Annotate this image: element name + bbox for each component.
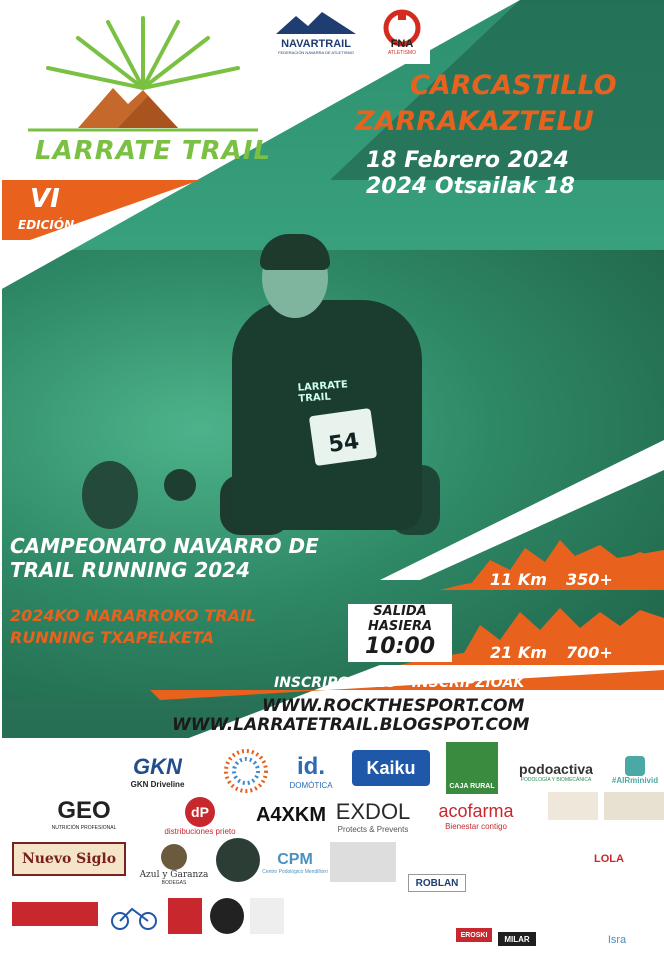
- roblan-logo: ROBLAN: [408, 874, 466, 892]
- isra-logo: Isra: [607, 934, 627, 946]
- event-name: LARRATE TRAIL: [35, 136, 272, 166]
- sponsor-card: [330, 842, 396, 882]
- bicycle-icon: [110, 901, 158, 931]
- gkn-label: GKN: [133, 753, 182, 779]
- dp-logo: [150, 794, 250, 838]
- sponsor-badge: [250, 898, 284, 934]
- fna-logo: [374, 8, 430, 64]
- exdol-sublabel: Protects & Prevents: [337, 824, 409, 834]
- sponsor-badge: [168, 898, 202, 934]
- race-bib: 54: [309, 408, 377, 466]
- airmin-logo: [606, 750, 664, 790]
- cpm-logo: [262, 838, 328, 888]
- route-1-elevation: 350+: [566, 570, 613, 589]
- town-line2: ZARRAKAZTELU: [355, 106, 594, 137]
- podoactiva-logo: [508, 752, 604, 792]
- a4xkm-logo: A4XKM: [255, 803, 326, 826]
- championship-eu-line2: RUNNING TXAPELKETA: [10, 628, 215, 647]
- airmin-icon: [625, 756, 645, 776]
- sponsor-badge: [548, 792, 598, 820]
- lola-logo: [586, 842, 632, 876]
- nuevo-siglo-logo: Nuevo Siglo: [12, 842, 126, 876]
- acofarma-logo: [416, 796, 536, 836]
- start-label-es: SALIDA: [373, 604, 427, 619]
- navartrail-label: NAVARTRAIL: [281, 38, 351, 50]
- dot-pattern-logo: [220, 748, 272, 794]
- start-time-box: [348, 604, 452, 662]
- acofarma-sublabel: Bienestar contigo: [445, 822, 507, 831]
- geo-sublabel: NUTRICIÓN PROFESIONAL: [51, 825, 117, 831]
- sponsors-area: [0, 738, 664, 960]
- cpm-sublabel: Centro Podológico Mendillorri: [262, 869, 328, 875]
- acofarma-label: acofarma: [438, 801, 514, 821]
- edition-label: EDICIÓN: [18, 218, 75, 232]
- grapes-icon: [161, 844, 187, 870]
- caja-rural-logo: CAJA RURAL: [446, 742, 498, 794]
- championship-es-line1: CAMPEONATO NAVARRO DE: [10, 534, 319, 558]
- cycling-logo: [106, 898, 162, 934]
- azul-garanza-logo: [134, 838, 214, 892]
- championship-es-line2: TRAIL RUNNING 2024: [10, 558, 251, 582]
- navartrail-sublabel: FEDERACIÓN NAVARRA DE ATLETISMO: [278, 50, 354, 55]
- route-2-elevation: 700+: [566, 643, 613, 662]
- start-label-eu: HASIERA: [367, 619, 433, 634]
- championship-eu-line1: 2024KO NARARROKO TRAIL: [10, 606, 257, 625]
- geo-logo: [24, 796, 144, 832]
- registration-label: INSCRIPCIONES - INSCRIPZIOAK: [274, 675, 525, 691]
- id-label: id.: [297, 752, 325, 780]
- gkn-logo: [100, 752, 215, 790]
- milar-logo: MILAR: [498, 932, 536, 946]
- start-time: 10:00: [364, 634, 436, 659]
- route-2-distance: 21 Km: [490, 643, 547, 662]
- sponsor-badge: [210, 898, 244, 934]
- registration-url-1[interactable]: WWW.ROCKTHESPORT.COM: [262, 696, 525, 716]
- dp-sublabel: distribuciones prieto: [164, 826, 236, 836]
- azul-sublabel: BODEGAS: [161, 880, 187, 886]
- dots-icon: [224, 749, 268, 793]
- geo-label: GEO: [57, 797, 111, 824]
- route-1-distance: 11 Km: [490, 570, 547, 589]
- kaiku-logo: Kaiku: [352, 750, 430, 786]
- fna-sublabel: ATLETISMO: [388, 50, 416, 56]
- eroski-logo: EROSKI: [456, 928, 492, 942]
- town-hall-logo: [12, 902, 98, 926]
- dp-label: dP: [185, 797, 215, 827]
- exdol-label: EXDOL: [335, 798, 411, 824]
- podoactiva-label: podoactiva: [519, 761, 593, 777]
- date-eu: 2024 Otsailak 18: [366, 174, 575, 199]
- azul-label: Azul y Garanza: [139, 870, 209, 880]
- navartrail-logo: [268, 10, 364, 62]
- shirt-logo-text: LARRATE TRAIL: [297, 379, 349, 405]
- airmin-label: #AIRminivid: [611, 775, 659, 785]
- mountain-icon: [276, 10, 356, 34]
- exdol-logo: [332, 796, 414, 836]
- edition-number: VI: [30, 184, 60, 214]
- town-line1: CARCASTILLO: [410, 70, 617, 101]
- id-domotica-logo: [278, 748, 344, 794]
- fna-label: FNA: [390, 38, 414, 50]
- podoactiva-sublabel: PODOLOGÍA Y BIOMECÁNICA: [520, 777, 592, 783]
- cpm-label: CPM: [277, 851, 313, 868]
- sponsor-badge: [604, 792, 664, 820]
- registration-url-2[interactable]: WWW.LARRATETRAIL.BLOGSPOT.COM: [172, 715, 530, 735]
- id-sublabel: DOMÓTICA: [289, 780, 333, 790]
- lola-label: LOLA: [594, 853, 624, 865]
- gkn-sublabel: GKN Driveline: [130, 779, 185, 789]
- round-sponsor-logo: [216, 838, 260, 882]
- date-es: 18 Febrero 2024: [366, 148, 569, 173]
